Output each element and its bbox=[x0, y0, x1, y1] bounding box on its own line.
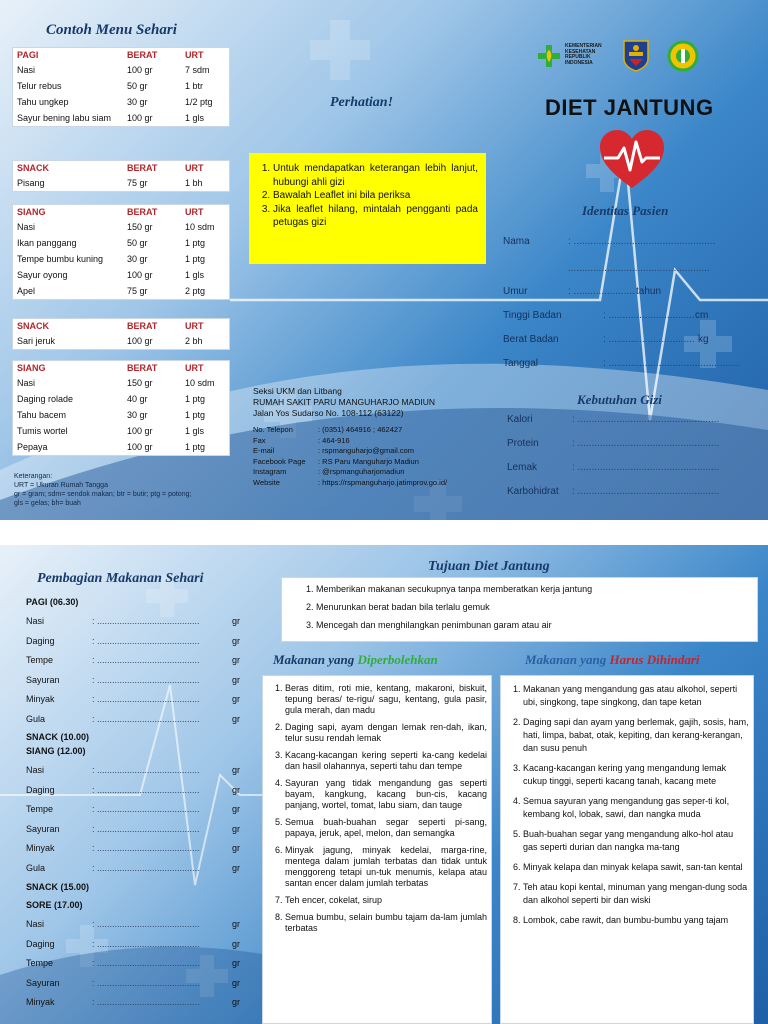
unit-gr: gr bbox=[232, 823, 241, 834]
page-title: DIET JANTUNG bbox=[545, 95, 714, 120]
hindari-item: 8. Lombok, cabe rawit, dan bumbu-bumbu yang tajam bbox=[523, 914, 749, 927]
menu-table-1 bbox=[12, 160, 230, 192]
contact-value: : (0351) 464916 ; 462427 bbox=[318, 425, 403, 434]
heart-icon bbox=[598, 128, 666, 190]
perhatian-item: 3. Jika leaflet hilang, mintalah pengganti pada petugas gizi bbox=[273, 203, 478, 230]
table-row bbox=[13, 423, 229, 439]
kemenkes-text: INDONESIA bbox=[565, 59, 593, 66]
food-name: Tempe bumbu kuning bbox=[17, 254, 104, 264]
unit-gr: gr bbox=[232, 997, 241, 1007]
column-header: URT bbox=[185, 363, 204, 373]
food-label: Daging bbox=[26, 938, 55, 949]
boleh-item: 1. Beras ditim, roti mie, kentang, makaroni, biskuit, tepung beras/ te-rigu/ sagu, kentang, gula pasir, gula merah, dan madu bbox=[285, 683, 487, 716]
contact-row bbox=[253, 436, 503, 447]
pembagian-title: Pembagian Makanan Sehari bbox=[37, 571, 204, 586]
portion-field[interactable]: Daging : ......................................... gr bbox=[26, 938, 241, 949]
menu-table-4 bbox=[12, 360, 230, 456]
hindari-title-b: Harus Dihindari bbox=[609, 652, 700, 667]
unit-gr: gr bbox=[232, 804, 241, 814]
meal-time: PAGI (06.30) bbox=[26, 597, 79, 607]
leaflet-inner-panel bbox=[0, 545, 768, 1024]
food-name: Sari jeruk bbox=[17, 336, 56, 346]
kemenkes-text: REPUBLIK bbox=[565, 54, 591, 61]
table-row bbox=[13, 78, 229, 94]
field-label: Karbohidrat bbox=[507, 486, 559, 497]
contact-block bbox=[253, 386, 503, 488]
food-weight: 150 gr bbox=[127, 222, 153, 232]
food-name: Tumis wortel bbox=[17, 426, 68, 436]
contact-value: : @rspmanguharjomadiun bbox=[318, 467, 405, 476]
food-name: Tahu ungkep bbox=[17, 97, 69, 107]
boleh-title bbox=[273, 652, 438, 668]
food-urt: 1 gls bbox=[185, 270, 205, 280]
food-weight: 100 gr bbox=[127, 336, 153, 346]
boleh-item: 5. Semua buah-buahan segar seperti pi-sang, papaya, jeruk, apel, melon, dan semangka bbox=[285, 817, 487, 839]
table-row bbox=[13, 283, 229, 299]
unit-gr: gr bbox=[232, 977, 241, 988]
contact-row bbox=[253, 478, 503, 489]
contact-line: Seksi UKM dan Litbang bbox=[253, 386, 342, 396]
portion-field[interactable]: Sayuran : ......................................... gr bbox=[26, 674, 241, 685]
hindari-item: 1. Makanan yang mengandung gas atau alkohol, seperti ubi, singkong, tape singkong, dan tape ketan bbox=[523, 683, 749, 709]
boleh-title-b: Diperbolehkan bbox=[357, 652, 438, 667]
food-label: Minyak bbox=[26, 694, 55, 704]
table-row bbox=[13, 110, 229, 126]
section-name: SNACK bbox=[17, 321, 50, 331]
food-name: Pepaya bbox=[17, 442, 48, 452]
field-berat-badan[interactable]: Berat Badan : ............................... kg bbox=[503, 334, 709, 345]
field-label: Berat Badan bbox=[503, 334, 559, 345]
field-label: Nama bbox=[503, 236, 530, 247]
food-weight: 40 gr bbox=[127, 394, 148, 404]
food-name: Nasi bbox=[17, 65, 36, 75]
unit-gr: gr bbox=[232, 655, 241, 665]
hindari-item: 5. Buah-buahan segar yang mengandung alko-hol atau gas seperti durian dan nangka ma-tang bbox=[523, 828, 749, 854]
portion-field[interactable]: Nasi : ......................................... gr bbox=[26, 919, 241, 929]
unit-gr: gr bbox=[232, 784, 241, 795]
unit-tahun: tahun bbox=[636, 286, 662, 297]
boleh-box bbox=[262, 675, 492, 1024]
portion-field[interactable]: Tempe : ......................................... gr bbox=[26, 804, 241, 814]
column-header: BERAT bbox=[127, 163, 158, 173]
food-name: Nasi bbox=[17, 222, 36, 232]
tujuan-item: 1. Memberikan makanan secukupnya tanpa memberatkan kerja jantung bbox=[316, 584, 751, 594]
field-tinggi-badan[interactable]: Tinggi Badan : ............................... cm bbox=[503, 310, 709, 321]
food-urt: 1 ptg bbox=[185, 238, 206, 248]
contact-value: : rspmanguharjo@gmail.com bbox=[318, 446, 414, 455]
food-label: Nasi bbox=[26, 765, 45, 775]
portion-field[interactable]: Minyak : ......................................... gr bbox=[26, 694, 241, 704]
portion-field[interactable]: Sayuran : ......................................... gr bbox=[26, 977, 241, 988]
tujuan-box bbox=[281, 577, 758, 642]
portion-field[interactable]: Daging : ......................................... gr bbox=[26, 635, 241, 646]
contact-address: Jalan Yos Sudarso No. 108-112 (63122) bbox=[253, 408, 404, 418]
portion-field[interactable]: Daging : ......................................... gr bbox=[26, 784, 241, 795]
table-row bbox=[13, 267, 229, 283]
food-name: Ikan panggang bbox=[17, 238, 77, 248]
section-name: SIANG bbox=[17, 207, 46, 217]
food-urt: 1/2 ptg bbox=[185, 97, 213, 107]
boleh-item: 2. Daging sapi, ayam dengan lemak ren-dah, ikan, telur susu rendah lemak bbox=[285, 722, 487, 744]
contact-row bbox=[253, 457, 503, 468]
kemenkes-text: KEMENTERIAN bbox=[565, 43, 602, 49]
unit-gr: gr bbox=[232, 694, 241, 704]
unit-gr: gr bbox=[232, 843, 241, 853]
kebutuhan-field[interactable]: Lemak : ................................................... bbox=[507, 462, 720, 473]
unit-kg: kg bbox=[698, 334, 709, 345]
contact-label: Website bbox=[253, 477, 280, 487]
table-row bbox=[13, 407, 229, 423]
note-line: URT = Ukuran Rumah Tangga bbox=[14, 482, 108, 489]
hindari-item: 7. Teh atau kopi kental, minuman yang mengan-dung soda dan alkohol seperti bir dan wiski bbox=[523, 881, 749, 907]
food-weight: 100 gr bbox=[127, 442, 153, 452]
table-row bbox=[13, 94, 229, 110]
perhatian-title: Perhatian! bbox=[330, 95, 394, 110]
perhatian-item: 2. Bawalah Leaflet ini bila periksa bbox=[273, 189, 478, 203]
food-urt: 1 ptg bbox=[185, 394, 206, 404]
kemenkes-text: KESEHATAN bbox=[565, 48, 596, 55]
section-name: PAGI bbox=[17, 50, 39, 60]
food-weight: 100 gr bbox=[127, 426, 153, 436]
column-header: URT bbox=[185, 163, 204, 173]
food-name: Pisang bbox=[17, 178, 45, 188]
contact-label: E-mail bbox=[253, 446, 275, 455]
food-label: Minyak bbox=[26, 997, 55, 1007]
food-label: Tempe bbox=[26, 804, 54, 814]
unit-gr: gr bbox=[232, 674, 241, 685]
hindari-item: 6. Minyak kelapa dan minyak kelapa sawit, san-tan kental bbox=[523, 861, 749, 874]
tujuan-item: 2. Menurunkan berat badan bila terlalu gemuk bbox=[316, 602, 751, 612]
food-label: Gula bbox=[26, 713, 46, 724]
food-label: Tempe bbox=[26, 655, 54, 665]
food-label: Sayuran bbox=[26, 674, 60, 685]
food-urt: 1 bh bbox=[185, 178, 203, 188]
kebutuhan-field[interactable]: Kalori : ................................................... bbox=[507, 414, 720, 425]
table-row bbox=[13, 391, 229, 407]
kemenkes-emblem-icon bbox=[537, 44, 561, 68]
food-urt: 10 sdm bbox=[185, 378, 215, 388]
menu-table-0 bbox=[12, 47, 230, 127]
food-label: Sayuran bbox=[26, 977, 60, 988]
food-label: Nasi bbox=[26, 616, 45, 626]
boleh-item: 7. Teh encer, cokelat, sirup bbox=[285, 895, 487, 906]
food-weight: 100 gr bbox=[127, 65, 153, 75]
column-header: URT bbox=[185, 50, 204, 60]
portion-field[interactable]: Sayuran : ......................................... gr bbox=[26, 823, 241, 834]
food-name: Telur rebus bbox=[17, 81, 62, 91]
unit-gr: gr bbox=[232, 958, 241, 968]
column-header: BERAT bbox=[127, 363, 158, 373]
meal-time: SIANG (12.00) bbox=[26, 746, 86, 756]
unit-gr: gr bbox=[232, 862, 241, 873]
food-weight: 50 gr bbox=[127, 238, 148, 248]
hospital-name: RUMAH SAKIT PARU MANGUHARJO MADIUN bbox=[253, 397, 435, 407]
food-label: Nasi bbox=[26, 919, 45, 929]
menu-title: Contoh Menu Sehari bbox=[46, 22, 177, 38]
identitas-title: Identitas Pasien bbox=[582, 203, 669, 218]
food-label: Daging bbox=[26, 635, 55, 646]
column-header: URT bbox=[185, 321, 204, 331]
food-weight: 100 gr bbox=[127, 270, 153, 280]
contact-label: Facebook Page bbox=[253, 456, 306, 466]
portion-field[interactable]: Gula : ......................................... gr bbox=[26, 862, 241, 873]
column-header: BERAT bbox=[127, 321, 158, 331]
field-label: Tinggi Badan bbox=[503, 310, 562, 321]
table-row bbox=[13, 175, 229, 191]
kebutuhan-field[interactable]: Protein : ................................................... bbox=[507, 438, 720, 449]
portion-field[interactable]: Nasi : ......................................... gr bbox=[26, 765, 241, 775]
meal-time: SNACK (15.00) bbox=[26, 882, 90, 892]
unit-gr: gr bbox=[232, 713, 241, 724]
food-label: Gula bbox=[26, 862, 46, 873]
meal-time: SNACK (10.00) bbox=[26, 732, 90, 742]
food-name: Sayur bening labu siam bbox=[17, 113, 112, 123]
food-label: Sayuran bbox=[26, 823, 60, 834]
unit-cm: cm bbox=[695, 310, 709, 321]
food-urt: 2 ptg bbox=[185, 286, 206, 296]
boleh-title-a: Makanan yang bbox=[273, 652, 358, 667]
meal-time: SORE (17.00) bbox=[26, 900, 83, 910]
food-label: Minyak bbox=[26, 843, 55, 853]
field-label: Protein bbox=[507, 438, 539, 449]
food-label: Tempe bbox=[26, 958, 54, 968]
table-row bbox=[13, 333, 229, 349]
field-label: Lemak bbox=[507, 462, 538, 473]
portion-field[interactable]: Gula : ......................................... gr bbox=[26, 713, 241, 724]
food-urt: 7 sdm bbox=[185, 65, 210, 75]
contact-label: No. Telepon bbox=[253, 425, 293, 434]
food-weight: 30 gr bbox=[127, 97, 148, 107]
food-weight: 75 gr bbox=[127, 178, 148, 188]
food-urt: 1 ptg bbox=[185, 254, 206, 264]
food-urt: 1 ptg bbox=[185, 442, 206, 452]
field-label: Umur bbox=[503, 286, 528, 297]
contact-row bbox=[253, 425, 503, 436]
table-row bbox=[13, 235, 229, 251]
food-label: Daging bbox=[26, 784, 55, 795]
food-urt: 10 sdm bbox=[185, 222, 215, 232]
hindari-box bbox=[500, 675, 754, 1024]
food-urt: 2 bh bbox=[185, 336, 203, 346]
boleh-item: 3. Kacang-kacangan kering seperti ka-cang kedelai dan hasil olahannya, seperti tahu dan tempe bbox=[285, 750, 487, 772]
menu-note bbox=[14, 472, 244, 508]
food-weight: 75 gr bbox=[127, 286, 148, 296]
unit-gr: gr bbox=[232, 938, 241, 949]
portion-field[interactable]: Minyak : ......................................... gr bbox=[26, 843, 241, 853]
section-name: SIANG bbox=[17, 363, 46, 373]
rs-paru-logo-icon bbox=[667, 40, 699, 72]
hindari-item: 3. Kacang-kacangan kering yang mengandung lemak cukup tinggi, seperti kacang tanah, kacang mete bbox=[523, 762, 749, 788]
field-umur[interactable]: Umur : ...................... tahun bbox=[503, 286, 662, 297]
food-weight: 50 gr bbox=[127, 81, 148, 91]
food-weight: 100 gr bbox=[127, 113, 153, 123]
boleh-item: 4. Sayuran yang tidak mengandung gas seperti bayam, kangkung, kacang bun-cis, kacang panjang, wortel, tomat, labu siam, dan tauge bbox=[285, 778, 487, 811]
column-header: BERAT bbox=[127, 207, 158, 217]
kebutuhan-title: Kebutuhan Gizi bbox=[577, 392, 662, 407]
page-gap bbox=[0, 520, 768, 545]
tujuan-item: 3. Mencegah dan menghilangkan penimbunan garam atau air bbox=[316, 620, 751, 630]
contact-row bbox=[253, 446, 503, 457]
food-weight: 150 gr bbox=[127, 378, 153, 388]
field-label: Tanggal bbox=[503, 358, 539, 369]
food-urt: 1 gls bbox=[185, 426, 205, 436]
boleh-list bbox=[267, 683, 487, 940]
jatim-emblem-icon bbox=[623, 40, 649, 72]
boleh-item: 6. Minyak jagung, minyak kedelai, marga-rine, mentega dalam jumlah terbatas dan tidak untuk menggoreng tetapi un-tuk menumis, kelapa atau santan encer dalam jumlah terbatas bbox=[285, 845, 487, 889]
food-weight: 30 gr bbox=[127, 410, 148, 420]
table-row bbox=[13, 219, 229, 235]
column-header: URT bbox=[185, 207, 204, 217]
contact-value: : 464-916 bbox=[318, 435, 350, 445]
tujuan-title: Tujuan Diet Jantung bbox=[428, 559, 550, 574]
field-tanggal[interactable]: Tanggal : ............................................... bbox=[503, 358, 740, 369]
field-nama-2[interactable]: ................................................... bbox=[568, 263, 710, 274]
note-line: gls = gelas; bh= buah bbox=[14, 500, 81, 507]
note-title: Keterangan: bbox=[14, 473, 53, 480]
menu-table-3 bbox=[12, 318, 230, 350]
contact-value: : https://rspmanguharjo.jatimprov.go.id/ bbox=[318, 477, 448, 487]
column-header: BERAT bbox=[127, 50, 158, 60]
boleh-item: 8. Semua bumbu, selain bumbu tajam da-lam jumlah terbatas bbox=[285, 912, 487, 934]
note-line: gr = gram; sdm= sendok makan; btr = butir; ptg = potong; bbox=[14, 491, 192, 498]
hindari-list bbox=[505, 683, 749, 934]
unit-gr: gr bbox=[232, 616, 241, 626]
food-weight: 30 gr bbox=[127, 254, 148, 264]
contact-label: Instagram bbox=[253, 467, 287, 476]
table-row bbox=[13, 251, 229, 267]
contact-value: : RS Paru Manguharjo Madiun bbox=[318, 456, 419, 466]
table-row bbox=[13, 375, 229, 391]
unit-gr: gr bbox=[232, 919, 241, 929]
hindari-item: 2. Daging sapi dan ayam yang berlemak, gajih, sosis, ham, hati, limpa, babat, otak, kepiting, dan kerang-kerangan, dan susu penuh bbox=[523, 716, 749, 755]
portion-field[interactable]: Nasi : ......................................... gr bbox=[26, 616, 241, 626]
portion-field[interactable]: Tempe : ......................................... gr bbox=[26, 958, 241, 968]
food-name: Tahu bacem bbox=[17, 410, 67, 420]
field-label: Kalori bbox=[507, 414, 533, 425]
food-urt: 1 btr bbox=[185, 81, 204, 91]
table-row bbox=[13, 439, 229, 455]
food-urt: 1 ptg bbox=[185, 410, 206, 420]
kebutuhan-field[interactable]: Karbohidrat : ................................................... bbox=[507, 486, 720, 497]
food-name: Daging rolade bbox=[17, 394, 74, 404]
kemenkes-logo bbox=[537, 42, 619, 70]
section-name: SNACK bbox=[17, 163, 50, 173]
contact-label: Fax bbox=[253, 435, 266, 445]
table-row bbox=[13, 62, 229, 78]
perhatian-item: 1. Untuk mendapatkan keterangan lebih lanjut, hubungi ahli gizi bbox=[273, 162, 478, 189]
hindari-title bbox=[525, 652, 699, 668]
contact-row bbox=[253, 467, 503, 478]
menu-table-2 bbox=[12, 204, 230, 300]
perhatian-box bbox=[249, 153, 486, 264]
food-name: Apel bbox=[17, 286, 36, 296]
portion-field[interactable]: Minyak : ......................................... gr bbox=[26, 997, 241, 1007]
portion-field[interactable]: Tempe : ......................................... gr bbox=[26, 655, 241, 665]
field-nama[interactable]: Nama : ................................................... bbox=[503, 236, 716, 247]
food-name: Nasi bbox=[17, 378, 36, 388]
hindari-title-a: Makanan yang bbox=[525, 652, 610, 667]
hindari-item: 4. Semua sayuran yang mengandung gas seper-ti kol, kembang kol, lobak, sawi, dan nangka muda bbox=[523, 795, 749, 821]
food-urt: 1 gls bbox=[185, 113, 205, 123]
unit-gr: gr bbox=[232, 765, 241, 775]
unit-gr: gr bbox=[232, 635, 241, 646]
food-name: Sayur oyong bbox=[17, 270, 68, 280]
